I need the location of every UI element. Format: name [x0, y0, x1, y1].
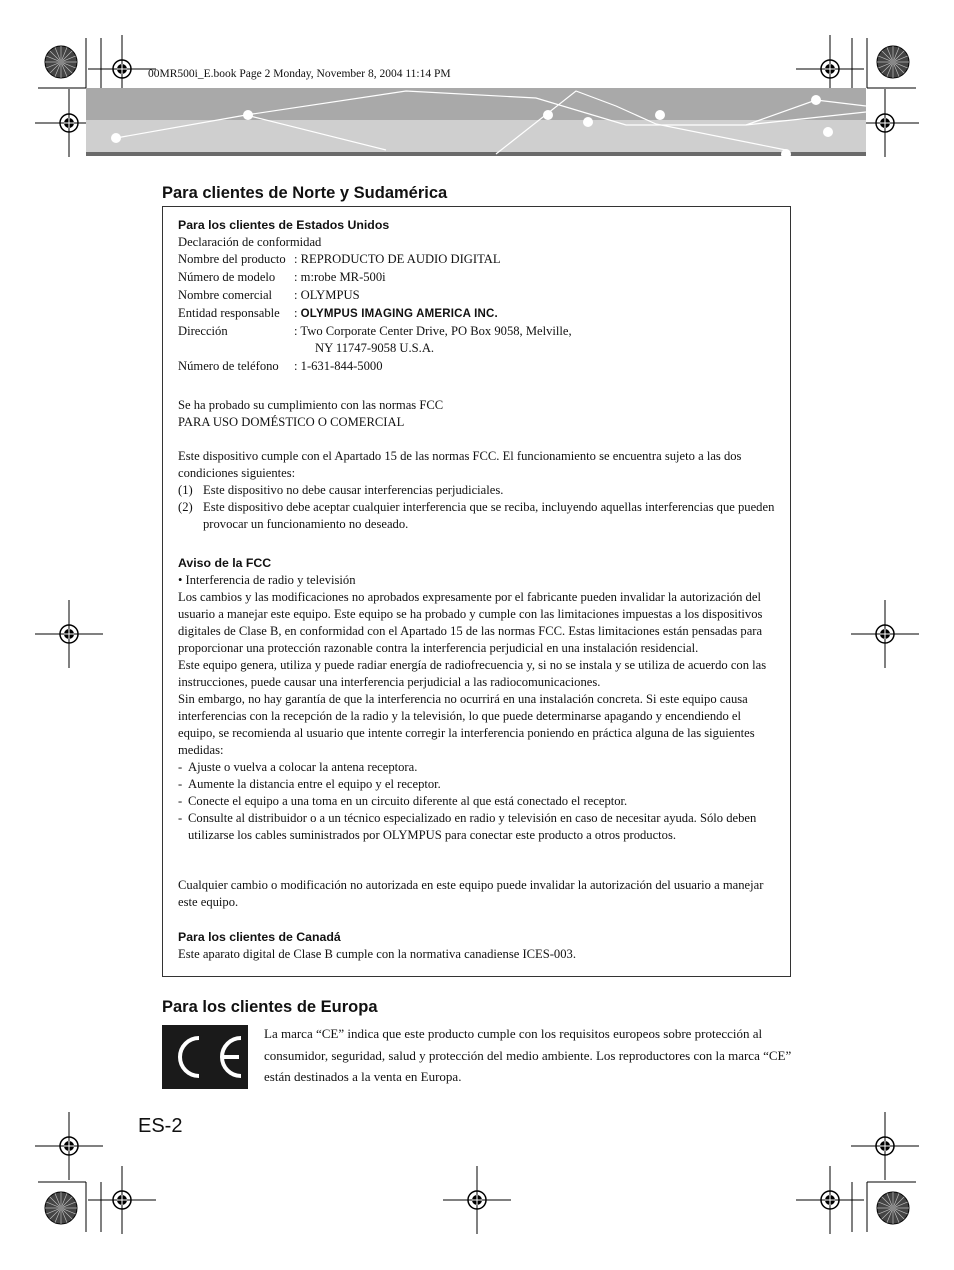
measure-item: - Ajuste o vuelva a colocar la antena receptora.: [178, 760, 418, 774]
modification-warning: Cualquier cambio o modificación no autorizada en este equipo puede invalidar la autorización del usuario a manejar este equipo.: [178, 878, 764, 909]
section-title-europe: Para los clientes de Europa: [162, 998, 378, 1016]
fcc-tested: Se ha probado su cumplimiento con las normas FCC: [178, 398, 444, 412]
usa-title: Para los clientes de Estados Unidos: [178, 218, 390, 232]
field-row: Número de modelo : m:robe MR-500i: [178, 270, 386, 284]
declaration-label: Declaración de conformidad: [178, 235, 322, 249]
fcc-tested-block: [178, 397, 778, 431]
compliance-block: [178, 448, 778, 533]
compliance-intro: Este dispositivo cumple con el Apartado 15 de las normas FCC. El funcionamiento se encuentra sujeto a las dos condiciones siguientes:: [178, 449, 742, 480]
fcc-declaration-box: [162, 206, 791, 977]
condition-item: (2) Este dispositivo debe aceptar cualquier interferencia que se reciba, incluyendo aquellas interferencias que pueden provocar un funcionamiento no deseado.: [178, 500, 775, 531]
measure-item: - Consulte al distribuidor o a un técnico especializado en radio y televisión en caso de necesitar ayuda. Sólo deben utilizarse los cables suministrados por OLYMPUS para conectar este producto a otros productos.: [178, 811, 757, 842]
canada-block: [178, 929, 778, 963]
usa-block: [178, 217, 778, 375]
ce-mark-icon: [162, 1025, 248, 1089]
fcc-use: PARA USO DOMÉSTICO O COMERCIAL: [178, 415, 405, 429]
field-row: NY 11747-9058 U.S.A.: [315, 341, 435, 355]
field-row: Nombre del producto : REPRODUCTO DE AUDIO DIGITAL: [178, 252, 501, 266]
fcc-notice-para2: Este equipo genera, utiliza y puede radiar energía de radiofrecuencia y, si no se instala y se utiliza de acuerdo con las instrucciones, puede causar una interferencia perjudicial a las radiocomunicaciones.: [178, 658, 767, 689]
canada-text: Este aparato digital de Clase B cumple con la normativa canadiense ICES-003.: [178, 947, 576, 961]
fcc-notice-block: [178, 555, 778, 844]
ce-mark-logo: [162, 1025, 248, 1089]
europe-text: La marca “CE” indica que este producto cumple con los requisitos europeos sobre protección al consumidor, seguridad, salud y protección del medio ambiente. Los reproductores con la marca “CE” están destinados a la venta en Europa.: [264, 1026, 792, 1084]
section-title-americas: Para clientes de Norte y Sudamérica: [162, 184, 448, 202]
fcc-notice-para1: Los cambios y las modificaciones no aprobados expresamente por el fabricante pueden invalidar la autorización del usuario a manejar este equipo. Este equipo se ha probado y cumple con las limitaciones impuestas a los dispositivos digitales de Clase B, en conformidad con el Apartado 15 de las normas FCC. Estas limitaciones están pensadas para proporcionar una protección razonable contra la interferencia perjudicial en una instalación residencial.: [178, 590, 763, 655]
fcc-notice-bullet: • Interferencia de radio y televisión: [178, 573, 356, 587]
measure-item: - Conecte el equipo a una toma en un circuito diferente al que está conectado el receptor.: [178, 794, 628, 808]
field-row: Entidad responsable : OLYMPUS IMAGING AMERICA INC.: [178, 306, 498, 320]
warning-block: [178, 877, 778, 911]
header-file-info: 00MR500i_E.book Page 2 Monday, November 8, 2004 11:14 PM: [148, 68, 451, 80]
condition-item: (1) Este dispositivo no debe causar interferencias perjudiciales.: [178, 483, 504, 497]
fcc-notice-title: Aviso de la FCC: [178, 556, 272, 570]
field-row: Dirección : Two Corporate Center Drive, PO Box 9058, Melville,: [178, 324, 572, 338]
olympus-imaging-logo: OLYMPUS IMAGING AMERICA INC.: [300, 308, 498, 320]
field-row: Número de teléfono : 1-631-844-5000: [178, 359, 383, 373]
fcc-notice-para3: Sin embargo, no hay garantía de que la interferencia no ocurrirá en una instalación concreta. Si este equipo causa interferencias con la recepción de la radio y la televisión, lo que puede determinarse apagando y encendiendo el equipo, se recomienda al usuario que intente corregir la interferencia poniendo en práctica alguna de las siguientes medidas:: [178, 692, 755, 757]
measure-item: - Aumente la distancia entre el equipo y el receptor.: [178, 777, 441, 791]
canada-title: Para los clientes de Canadá: [178, 930, 341, 944]
field-row: Nombre comercial : OLYMPUS: [178, 288, 360, 302]
header-banner: [86, 88, 866, 156]
page-number: ES-2: [138, 1115, 183, 1137]
